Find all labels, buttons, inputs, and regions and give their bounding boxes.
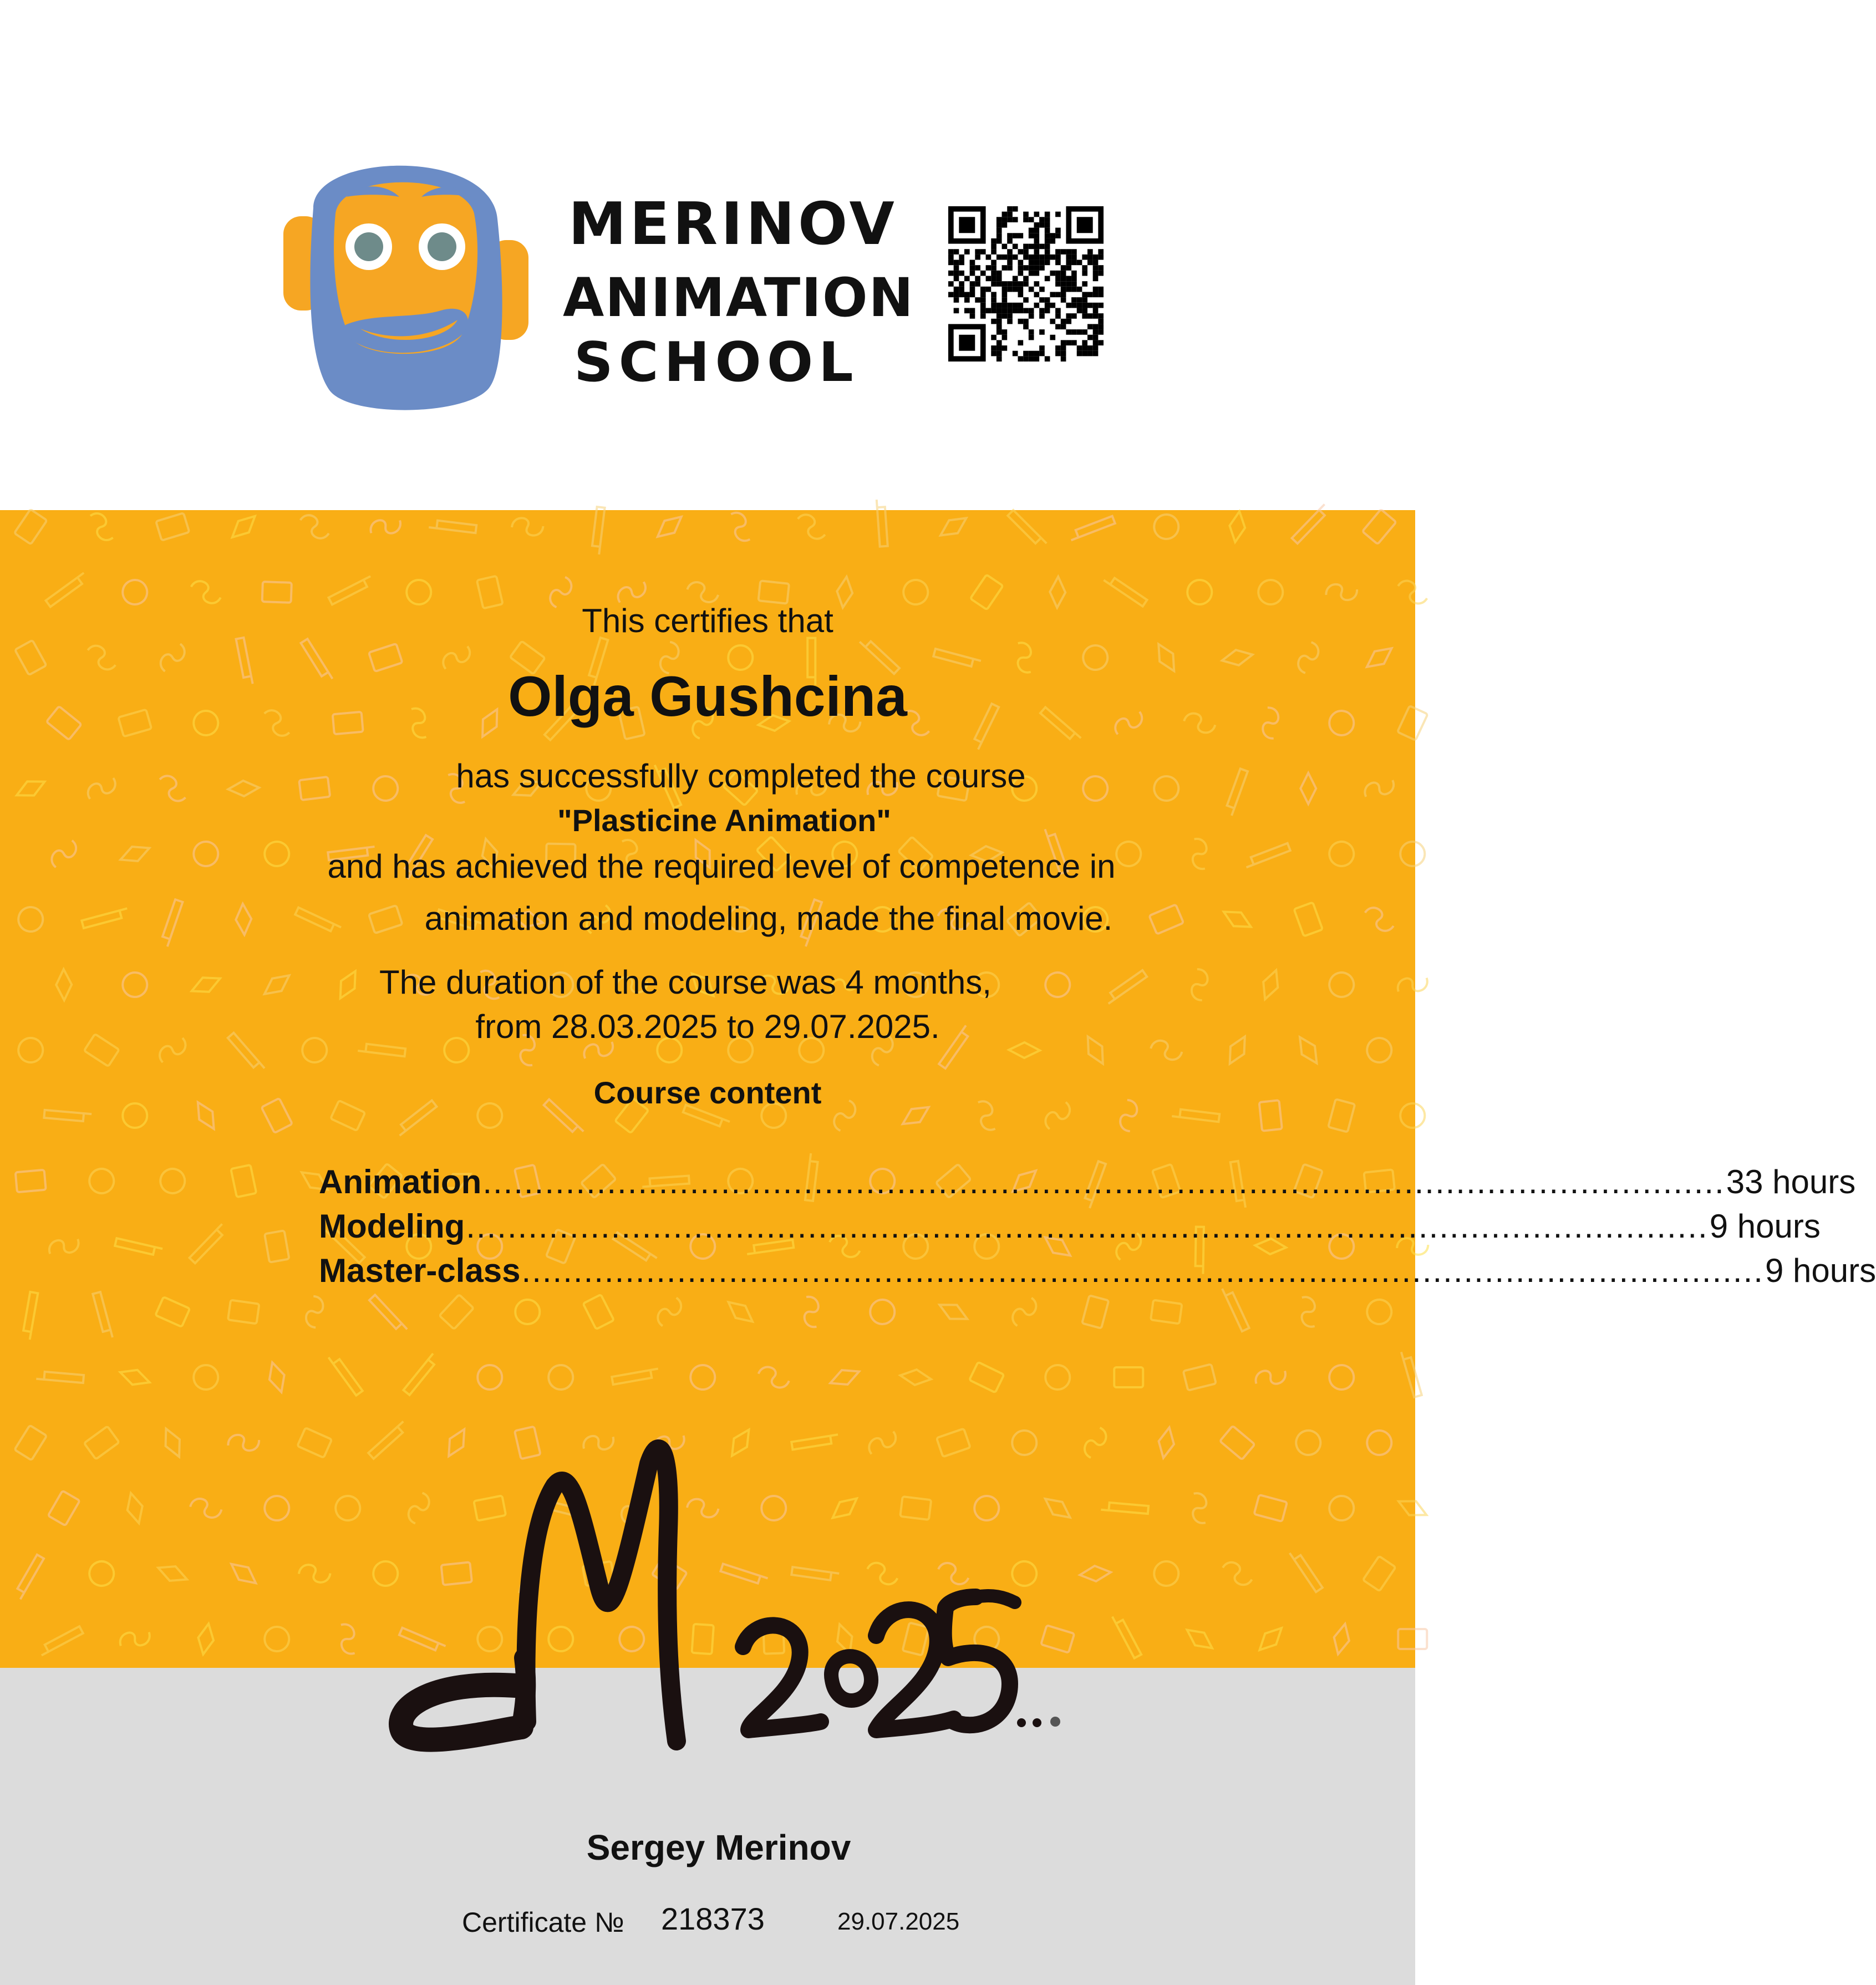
certificate-number-label: Certificate № (462, 1907, 624, 1938)
handwritten-signature (388, 1419, 1076, 1752)
signer-name: Sergey Merinov (586, 1828, 851, 1867)
course-item-modeling (319, 1207, 1821, 1251)
completed-text: has successfully completed the course (456, 757, 1026, 795)
course-item-label: Animation (319, 1163, 482, 1200)
course-item-master-class (319, 1251, 1876, 1296)
dot-leader: ........................................................................................................................ (466, 1208, 1709, 1245)
certifies-text: This certifies that (582, 602, 833, 639)
course-item-label: Modeling (319, 1208, 465, 1245)
certificate-date: 29.07.2025 (837, 1908, 960, 1935)
course-item-animation (319, 1163, 1856, 1207)
certificate-header (0, 0, 1415, 510)
certificate-number: 218373 (661, 1901, 765, 1936)
qr-code-icon[interactable] (948, 206, 1104, 362)
achieved-text: and has achieved the required level of competence in (327, 848, 1116, 885)
dot-leader: ........................................................................................................................ (482, 1163, 1725, 1200)
recipient-name: Olga Gushcina (508, 665, 907, 728)
logo-line-1: MERINOV (568, 190, 898, 258)
skills-text: animation and modeling, made the final movie. (424, 900, 1113, 937)
course-item-hours: 9 hours (1709, 1208, 1821, 1245)
course-item-hours: 33 hours (1726, 1163, 1856, 1200)
school-name-logo (560, 180, 914, 394)
dot-leader: ........................................................................................................................ (521, 1252, 1764, 1289)
mascot-logo-icon (280, 141, 535, 416)
duration-text: The duration of the course was 4 months, (379, 964, 992, 1001)
course-item-label: Master-class (319, 1252, 521, 1289)
course-name: "Plasticine Animation" (557, 803, 891, 838)
logo-line-2: ANIMATION (563, 267, 914, 329)
course-content-list (319, 1163, 1876, 1296)
logo-line-3: SCHOOL (574, 331, 859, 394)
dates-text: from 28.03.2025 to 29.07.2025. (475, 1008, 940, 1045)
course-content-title: Course content (593, 1075, 822, 1110)
course-item-hours: 9 hours (1765, 1252, 1876, 1289)
